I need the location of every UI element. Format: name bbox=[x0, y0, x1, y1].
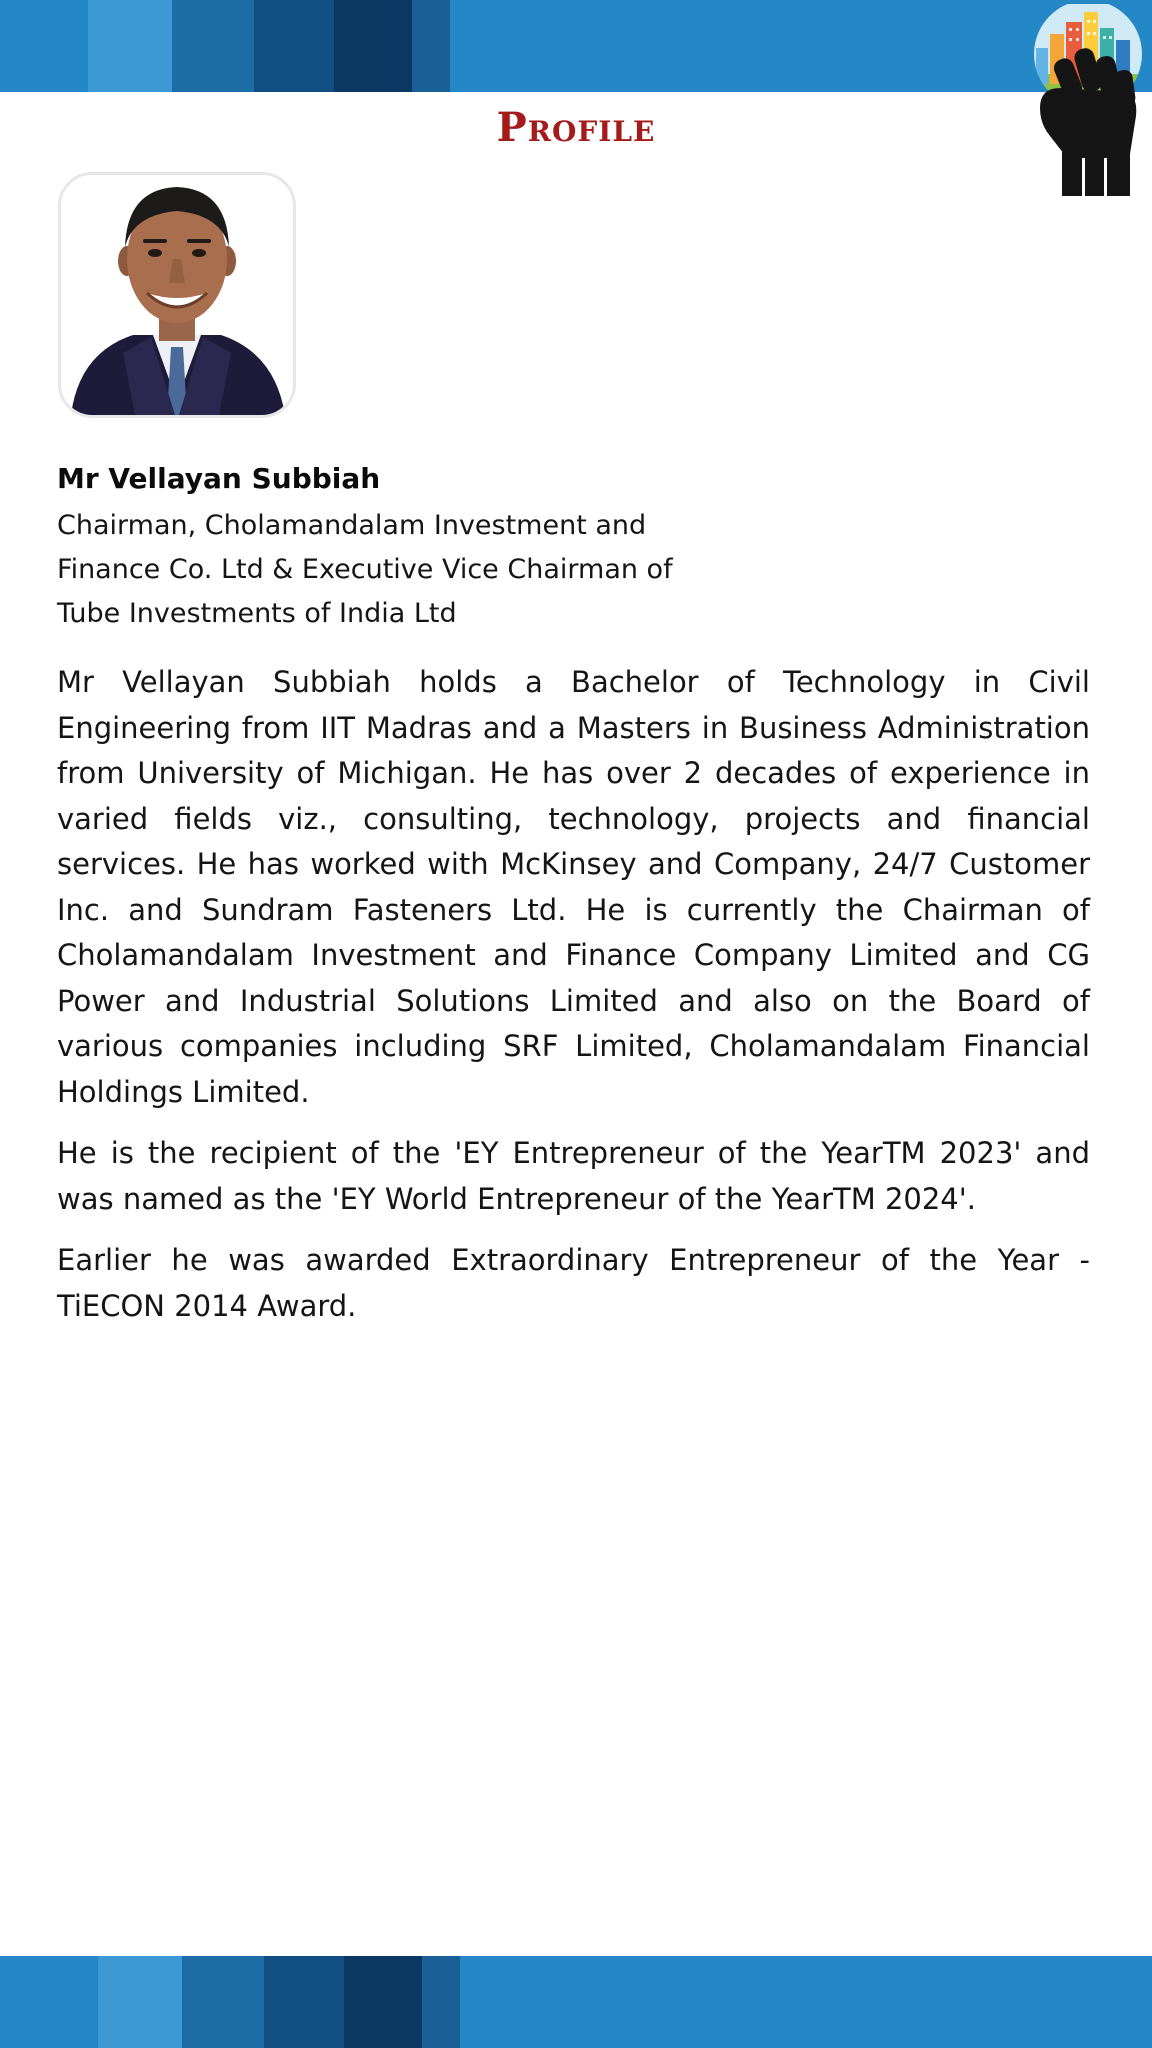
raised-fist-city-icon bbox=[1030, 4, 1146, 198]
person-name: Mr Vellayan Subbiah bbox=[57, 462, 381, 495]
bio-paragraph: He is the recipient of the 'EY Entrepreneur of the YearTM 2023' and was named as the 'EY World Entrepreneur of the YearTM 2024'. bbox=[57, 1136, 1090, 1216]
person-designation: Chairman, Cholamandalam Investment and Finance Co. Ltd & Executive Vice Chairman of Tube Investments of India Ltd bbox=[57, 510, 673, 629]
bottom-banner bbox=[0, 1956, 1152, 2048]
bio-paragraph: Mr Vellayan Subbiah holds a Bachelor of Technology in Civil Engineering from IIT Madras and a Masters in Business Administration from University of Michigan. He has over 2 decades of experience in varied fields viz., consulting, technology, projects and financial services. He has worked with McKinsey and Company, 24/7 Customer Inc. and Sundram Fasteners Ltd. He is currently the Chairman of Cholamandalam Investment and Finance Company Limited and CG Power and Industrial Solutions Limited and also on the Board of various companies including SRF Limited, Cholamandalam Financial Holdings Limited. bbox=[57, 665, 1090, 1109]
biography bbox=[57, 660, 1090, 1345]
portrait-photo bbox=[58, 172, 296, 418]
page-title: Profile bbox=[496, 104, 656, 151]
bio-paragraph: Earlier he was awarded Extraordinary Entrepreneur of the Year - TiECON 2014 Award. bbox=[57, 1243, 1090, 1323]
top-banner bbox=[0, 0, 1152, 92]
